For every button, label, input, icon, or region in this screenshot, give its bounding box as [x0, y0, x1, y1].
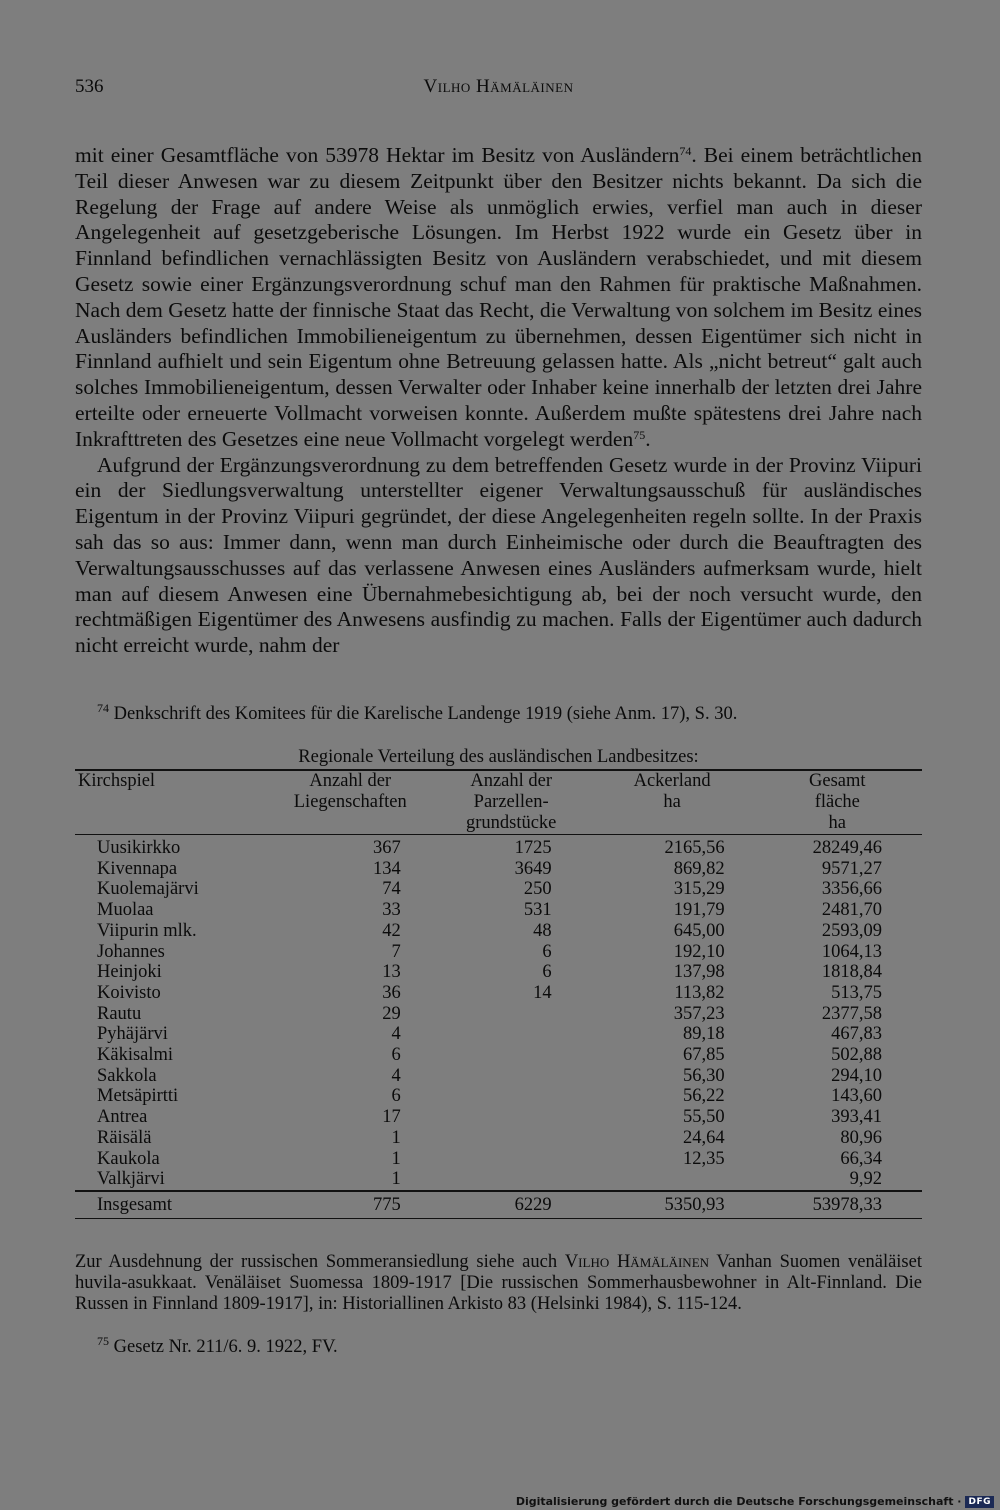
table-cell: [592, 1169, 753, 1191]
table-cell: 143,60: [831, 1086, 882, 1107]
footnote-text: Denkschrift des Komitees für die Karelische Landenge 1919 (siehe Anm. 17), S. 30.: [113, 704, 738, 724]
table-cell: [431, 1169, 592, 1191]
column-header-line: Anzahl der: [309, 771, 392, 791]
parish-name: Kaukola: [97, 1148, 160, 1169]
table-cell: [431, 1066, 592, 1087]
table-row: [75, 962, 922, 983]
footnote-text: Gesetz Nr. 211/6. 9. 1922, FV.: [113, 1337, 338, 1357]
table-cell: [431, 1024, 592, 1045]
table-cell: 55,50: [682, 1107, 725, 1128]
table-cell: 1: [391, 1148, 401, 1169]
paragraph-text: . Bei einem beträchtlichen Teil dieser Anwesen war zu diesem Zeitpunkt über den Besitzer nichts bekannt. Da sich die Regelung der Frage auf andere Weise als unmöglich erwies, verfiel man auch in dieser Angelegenheit auf gesetzgeberische Lösungen. Im Herbst 1922 wurde ein Gesetz über in Finnland befindlichen vernachlässigten Besitz von Ausländern verabschiedet, und mit diesem Gesetz sowie einer Ergänzungsverordnung schuf man den Rahmen für praktische Maßnahmen. Nach dem Gesetz hatte der finnische Staat das Recht, die Verwaltung von solchem im Besitz eines Ausländers befindlichen Immobilieneigentum zu übernehmen, dessen Eigentümer sich nicht in Finnland aufhielt und sein Eigentum ohne Betreuung gelassen hatte. Als „nicht betreut“ galt auch solches Immobilieneigentum, dessen Verwalter oder Inhaber keine innerhalb der letzten drei Jahre erteilte oder erneuerte Vollmacht vorweisen konnte. Außerdem mußte spätestens drei Jahre nach Inkrafttreten des Gesetzes eine neue Vollmacht vorgelegt werden: [75, 143, 923, 451]
table-row: [75, 1107, 922, 1128]
table-cell: 3649: [514, 858, 552, 879]
table-cell: 7: [391, 941, 401, 962]
table-row: [75, 1066, 922, 1087]
table-cell: 137,98: [673, 962, 725, 983]
table-cell: 1064,13: [821, 941, 882, 962]
dfg-notice: [516, 1495, 994, 1508]
table-row: [75, 879, 922, 900]
footnote-continuation: [75, 1252, 922, 1315]
total-cell: 5350,93: [664, 1194, 725, 1215]
table-cell: 24,64: [682, 1127, 725, 1148]
table-cell: 3356,66: [821, 879, 882, 900]
footnote-75: [75, 1334, 922, 1358]
body-text: [75, 143, 922, 659]
table-cell: 2377,58: [821, 1003, 882, 1024]
parish-name: Pyhäjärvi: [97, 1024, 168, 1045]
table-cell: 502,88: [831, 1045, 882, 1066]
table-cell: 250: [523, 879, 552, 900]
parish-name: Rautu: [97, 1003, 142, 1024]
table-cell: 393,41: [831, 1107, 882, 1128]
parish-name: Kuolemajärvi: [97, 879, 199, 900]
table-cell: 113,82: [674, 982, 725, 1003]
table-cell: 66,34: [840, 1148, 882, 1169]
running-title: Vilho Hämäläinen: [423, 76, 574, 97]
table-cell: 9571,27: [821, 858, 882, 879]
table-cell: 1725: [514, 838, 552, 858]
column-header-line: ha: [828, 813, 847, 833]
table-cell: 12,35: [682, 1148, 725, 1169]
table-cell: [431, 1004, 592, 1025]
table-cell: [431, 1128, 592, 1149]
table-cell: 2481,70: [821, 900, 882, 921]
parish-name: Muolaa: [97, 900, 154, 921]
parish-name: Kivennapa: [97, 858, 178, 879]
table-cell: 48: [533, 920, 552, 941]
column-header-line: Parzellen-: [473, 792, 549, 812]
table-cell: 17: [382, 1107, 401, 1128]
table-body: [75, 835, 922, 1191]
table-cell: 13: [382, 962, 401, 983]
column-header: [270, 770, 431, 835]
author-name: Vilho Hämäläinen: [564, 1252, 710, 1272]
footnote-ref: 75: [633, 427, 646, 442]
total-label: Insgesamt: [97, 1194, 173, 1215]
table-cell: 33: [382, 900, 401, 921]
table-cell: 1: [391, 1127, 401, 1148]
table-cell: 89,18: [682, 1024, 725, 1045]
parish-name: Uusikirkko: [97, 838, 181, 858]
table-cell: 28249,46: [812, 838, 882, 858]
table-cell: 42: [382, 920, 401, 941]
table-header-row: [75, 770, 922, 835]
parish-name: Käkisalmi: [97, 1045, 174, 1066]
land-ownership-table: [75, 745, 922, 1219]
column-header-line: fläche: [814, 792, 860, 812]
table-cell: 80,96: [840, 1127, 882, 1148]
table-cell: [431, 1045, 592, 1066]
table-cell: 6: [542, 941, 552, 962]
table-cell: 191,79: [673, 900, 725, 921]
dfg-logo: DFG: [965, 1496, 994, 1508]
table-cell: 4: [391, 1065, 401, 1086]
parish-name: Sakkola: [97, 1065, 157, 1086]
table-cell: 74: [382, 879, 401, 900]
table-cell: 315,29: [673, 879, 725, 900]
page-number: 536: [75, 76, 104, 97]
parish-name: Antrea: [97, 1107, 148, 1128]
table-cell: 1: [391, 1169, 401, 1190]
column-header-line: grundstücke: [465, 813, 557, 833]
table-cell: [431, 1107, 592, 1128]
dfg-notice-text: Digitalisierung gefördert durch die Deutsche Forschungsgemeinschaft ·: [515, 1495, 962, 1508]
table-row: [75, 921, 922, 942]
table-row: [75, 1149, 922, 1170]
column-header-line: Ackerland: [633, 771, 711, 791]
table-cell: 294,10: [831, 1065, 882, 1086]
table-cell: 4: [391, 1024, 401, 1045]
footnote-number: 75: [97, 1334, 109, 1348]
table-row: [75, 859, 922, 880]
table-cell: 357,23: [673, 1003, 725, 1024]
table-row: [75, 942, 922, 963]
total-cell: 6229: [514, 1194, 552, 1215]
table-row: [75, 983, 922, 1004]
footnote-text-before: Zur Ausdehnung der russischen Sommeransiedlung siehe auch: [75, 1252, 565, 1272]
column-header-line: Gesamt: [809, 771, 866, 791]
column-header-line: Liegenschaften: [293, 792, 407, 812]
table-row: [75, 1045, 922, 1066]
table-cell: [431, 1086, 592, 1107]
table-cell: 9,92: [849, 1169, 882, 1190]
paragraph-text: .: [645, 426, 651, 451]
table-row: [75, 1086, 922, 1107]
parish-name: Räisälä: [97, 1127, 152, 1148]
table-cell: 14: [533, 982, 552, 1003]
parish-name: Johannes: [97, 941, 165, 962]
table-total-row: [75, 1191, 922, 1219]
table-cell: 645,00: [673, 920, 725, 941]
parish-name: Valkjärvi: [97, 1169, 165, 1190]
table-caption: Regionale Verteilung des ausländischen Landbesitzes:: [298, 747, 699, 767]
footnote-74: [75, 701, 922, 725]
table-cell: 56,22: [682, 1086, 725, 1107]
table-cell: 36: [382, 982, 401, 1003]
column-header: [753, 770, 922, 835]
table-row: [75, 1004, 922, 1025]
table-cell: 2165,56: [664, 838, 725, 858]
table-cell: 192,10: [673, 941, 725, 962]
table-cell: 6: [542, 962, 552, 983]
table-cell: 513,75: [831, 982, 882, 1003]
table-row: [75, 835, 922, 859]
parish-name: Heinjoki: [97, 962, 162, 983]
table-row: [75, 1024, 922, 1045]
footnote-number: 74: [97, 701, 109, 715]
table-cell: 29: [382, 1003, 401, 1024]
table-cell: 1818,84: [821, 962, 882, 983]
total-cell: 53978,33: [812, 1194, 882, 1215]
paragraph-text: mit einer Gesamtfläche von 53978 Hektar im Besitz von Ausländern: [75, 143, 680, 167]
table-cell: 2593,09: [821, 920, 882, 941]
table-row: [75, 1169, 922, 1191]
table-cell: 56,30: [682, 1065, 725, 1086]
footnote-text-after: Vanhan Suomen venäläiset huvila-asukkaat. Venäläiset Suomessa 1809-1917 [Die russischen Sommerhausbewohner in Alt-Finnland. Die Russen in Finnland 1809-1917], in: Historiallinen Arkisto 83 (Helsinki 1984), S. 115-124.: [75, 1252, 922, 1314]
table-cell: 367: [372, 838, 401, 858]
page-header: [75, 76, 922, 106]
paragraph: [75, 453, 922, 659]
column-header: [592, 770, 753, 835]
column-header-line: ha: [663, 792, 681, 812]
column-header-line: Anzahl der: [470, 771, 553, 791]
parish-name: Viipurin mlk.: [97, 920, 197, 941]
table-cell: 134: [372, 858, 401, 879]
column-header-line: Kirchspiel: [78, 771, 156, 791]
table-cell: 6: [391, 1086, 401, 1107]
table-cell: 531: [523, 900, 552, 921]
parish-name: Koivisto: [97, 982, 161, 1003]
paragraph: [75, 143, 922, 453]
table-row: [75, 900, 922, 921]
table-row: [75, 1128, 922, 1149]
table-cell: 467,83: [831, 1024, 882, 1045]
data-table: [75, 769, 922, 1219]
table-cell: 6: [391, 1045, 401, 1066]
table-cell: 869,82: [673, 858, 725, 879]
table-cell: 67,85: [682, 1045, 725, 1066]
parish-name: Metsäpirtti: [97, 1086, 179, 1107]
table-cell: [431, 1149, 592, 1170]
column-header: [75, 770, 270, 835]
paragraph-text: Aufgrund der Ergänzungsverordnung zu dem betreffenden Gesetz wurde in der Provinz Viipuri ein der Siedlungsverwaltung unterstellter eigener Verwaltungsausschuß für ausländisches Eigentum in der Provinz Viipuri gegründet, der diese Angelegenheiten regeln sollte. In der Praxis sah das so aus: Immer dann, wenn man durch Einheimische oder durch die Beauftragten des Verwaltungsausschusses auf das verlassene Anwesen eines Ausländers aufmerksam wurde, hielt man auf diesem Anwesen eine Übernahmebesichtigung ab, bei der noch versucht wurde, den rechtmäßigen Eigentümer des Anwesens ausfindig zu machen. Falls der Eigentümer auch dadurch nicht erreicht wurde, nahm der: [75, 452, 922, 658]
total-cell: 775: [372, 1194, 401, 1215]
column-header: [431, 770, 592, 835]
footnote-ref: 74: [679, 144, 692, 158]
